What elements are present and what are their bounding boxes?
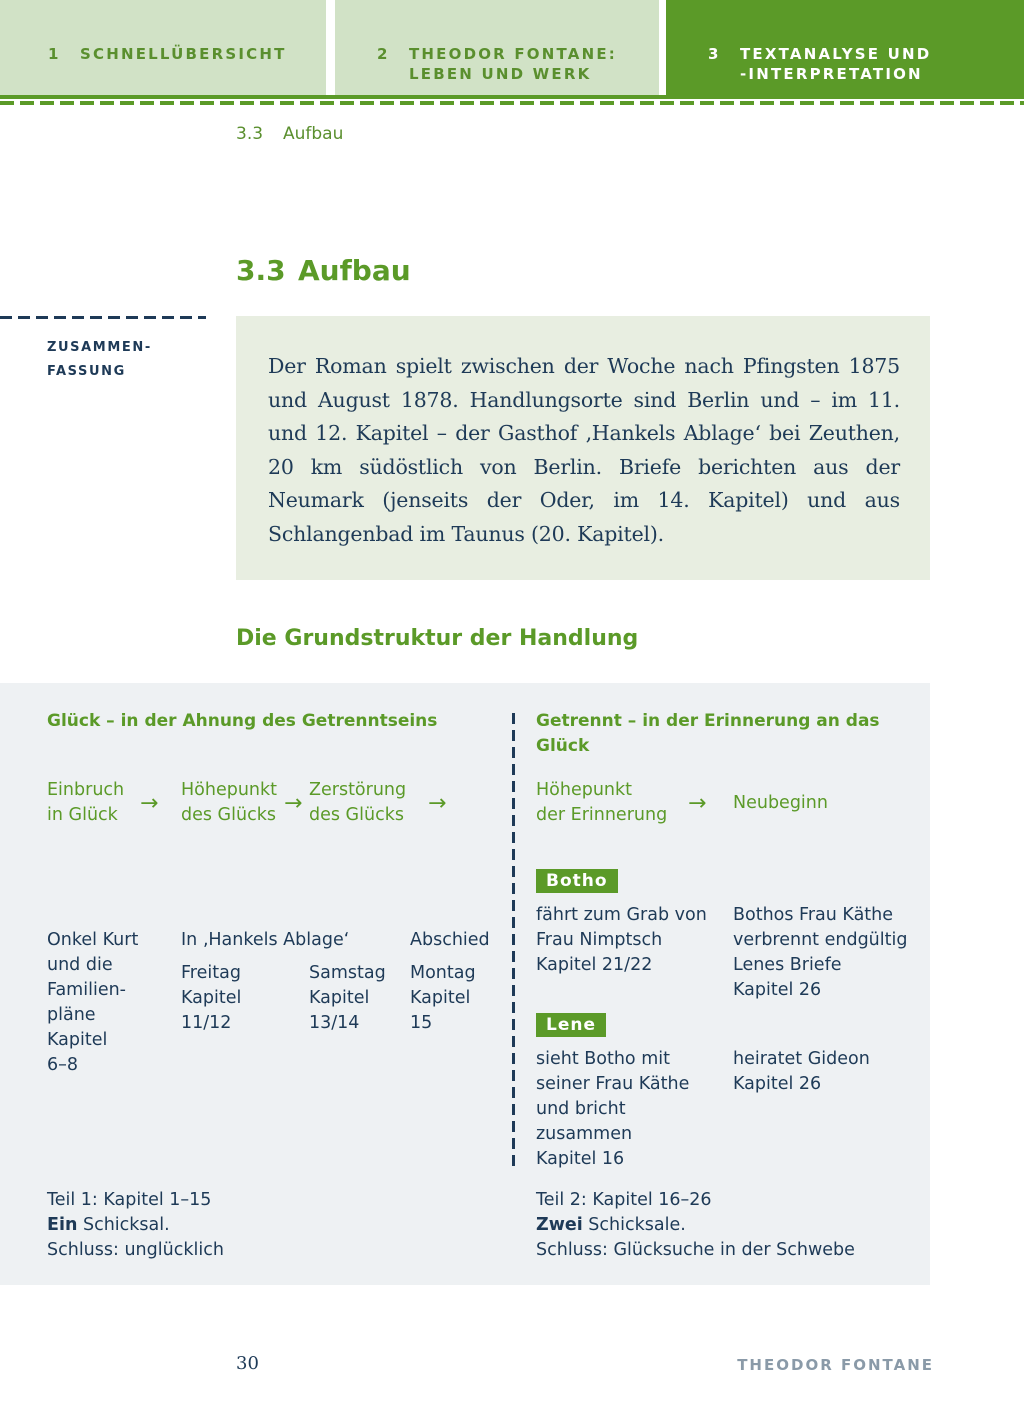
arrow-icon: → bbox=[428, 791, 447, 816]
right-footer-part: Teil 2: Kapitel 16–26 bbox=[536, 1190, 712, 1210]
lene-badge: Lene bbox=[536, 1013, 606, 1037]
tab-leben-und-werk[interactable] bbox=[335, 0, 659, 95]
col-freitag: Freitag Kapitel 11/12 bbox=[181, 963, 242, 1033]
col-samstag: Samstag Kapitel 13/14 bbox=[309, 963, 386, 1033]
right-footer bbox=[536, 1188, 855, 1263]
plot-structure-diagram bbox=[0, 683, 930, 1285]
tab-label: TEXTANALYSE UND -INTERPRETATION bbox=[740, 45, 932, 83]
col-montag: Montag Kapitel 15 bbox=[410, 963, 476, 1033]
header-rule bbox=[0, 95, 1024, 99]
left-footer-rest: Schicksal. bbox=[77, 1215, 170, 1235]
lene-gideon: heiratet Gideon Kapitel 26 bbox=[733, 1049, 870, 1094]
step-hoehepunkt-erinnerung: Höhepunkt der Erinnerung bbox=[536, 780, 668, 825]
book-title: THEODOR FONTANE bbox=[737, 1356, 934, 1374]
running-head bbox=[236, 124, 343, 144]
summary-text: Der Roman spielt zwischen der Woche nach Pfingsten 1875 und August 1878. Handlungsorte sind Berlin und – im 11. und 12. Kapitel – der Gasthof ‚Hankels Ablage‘ bei Zeuthen, 20 km südöstlich von Berlin. Briefe berichten aus der Neumark (jenseits der Oder, im 14. Kapitel) und aus Schlangenbad im Taunus (20. Kapitel). bbox=[268, 354, 900, 546]
section-title bbox=[236, 254, 411, 287]
tab-label: SCHNELLÜBERSICHT bbox=[80, 45, 287, 63]
right-footer-bold: Zwei bbox=[536, 1215, 583, 1235]
margin-label: ZUSAMMEN- FASSUNG bbox=[47, 340, 152, 379]
running-head-number: 3.3 bbox=[236, 124, 264, 144]
section-number: 3.3 bbox=[236, 254, 286, 287]
botho-grab: fährt zum Grab von Frau Nimptsch Kapitel 21/22 bbox=[536, 905, 707, 975]
tab-schnelluebersicht[interactable] bbox=[0, 0, 326, 95]
botho-badge: Botho bbox=[536, 869, 618, 893]
tab-textanalyse[interactable] bbox=[666, 0, 1024, 95]
left-footer-bold: Ein bbox=[47, 1215, 78, 1235]
tab-number: 3 bbox=[708, 45, 721, 63]
step-hoehepunkt: Höhepunkt des Glücks bbox=[181, 780, 278, 825]
dashed-divider bbox=[512, 713, 515, 1168]
left-heading: Glück – in der Ahnung des Getrenntseins bbox=[47, 711, 438, 731]
arrow-icon: → bbox=[688, 791, 707, 816]
step-einbruch: Einbruch in Glück bbox=[47, 780, 125, 825]
section-title-text: Aufbau bbox=[298, 254, 411, 287]
arrow-icon: → bbox=[140, 791, 159, 816]
botho-briefe: Bothos Frau Käthe verbrennt endgültig Lenes Briefe Kapitel 26 bbox=[733, 905, 908, 1000]
subheading: Die Grundstruktur der Handlung bbox=[236, 626, 639, 651]
tab-number: 1 bbox=[48, 45, 61, 63]
step-zerstoerung: Zerstörung des Glücks bbox=[309, 780, 407, 825]
arrow-icon: → bbox=[284, 791, 303, 816]
right-heading: Getrennt – in der Erinnerung an das Glück bbox=[536, 711, 880, 756]
running-head-title: Aufbau bbox=[283, 124, 344, 144]
header-dashed-rule bbox=[0, 101, 1024, 105]
left-footer bbox=[47, 1188, 224, 1263]
margin-dashed-rule bbox=[0, 316, 206, 319]
right-footer-ending: Schluss: Glücksuche in der Schwebe bbox=[536, 1240, 855, 1260]
left-footer-part: Teil 1: Kapitel 1–15 bbox=[47, 1190, 212, 1210]
abschied-label: Abschied bbox=[410, 930, 490, 950]
lene-zusammenbruch: sieht Botho mit seiner Frau Käthe und bricht zusammen Kapitel 16 bbox=[536, 1049, 690, 1169]
tab-label: THEODOR FONTANE: LEBEN UND WERK bbox=[409, 45, 617, 83]
col-onkel-kurt: Onkel Kurt und die Familien- pläne Kapitel 6–8 bbox=[47, 930, 139, 1075]
left-footer-ending: Schluss: unglücklich bbox=[47, 1240, 224, 1260]
page-number: 30 bbox=[236, 1353, 259, 1374]
summary-box bbox=[236, 316, 930, 580]
tab-number: 2 bbox=[377, 45, 390, 63]
right-footer-rest: Schicksale. bbox=[582, 1215, 686, 1235]
hankels-ablage-label: In ‚Hankels Ablage‘ bbox=[181, 930, 350, 950]
step-neubeginn: Neubeginn bbox=[733, 793, 828, 813]
